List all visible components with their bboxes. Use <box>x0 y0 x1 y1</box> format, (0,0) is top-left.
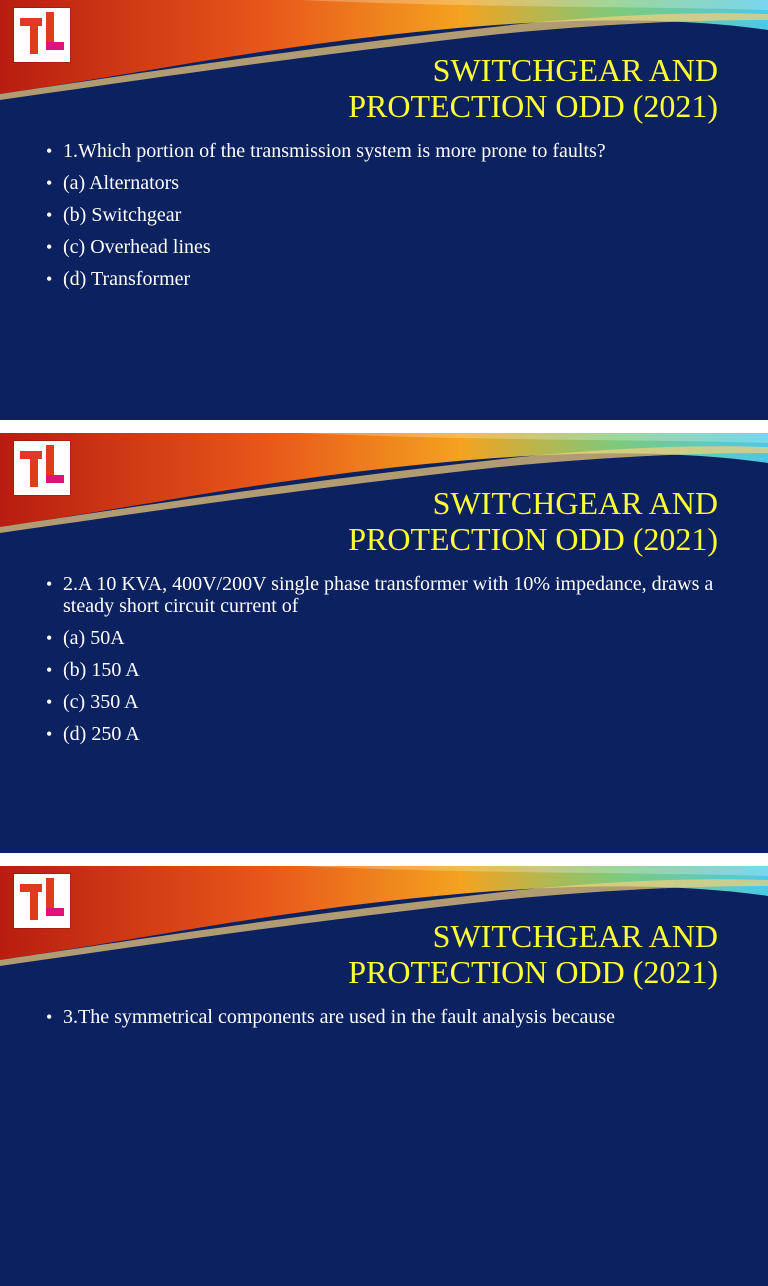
slide-2 <box>0 433 768 853</box>
bullet: • <box>46 660 53 680</box>
item-text: (d) Transformer <box>63 268 191 290</box>
item-text: (b) 150 A <box>63 659 140 681</box>
bullet: • <box>46 574 53 594</box>
brand-logo-icon <box>14 874 70 928</box>
bullet: • <box>46 173 53 193</box>
list-item <box>46 1006 736 1028</box>
brand-logo <box>14 441 70 495</box>
slide-content <box>46 1006 736 1038</box>
list-item <box>46 691 736 713</box>
item-text: 1.Which portion of the transmission system is more prone to faults? <box>63 140 606 162</box>
title-line-2: PROTECTION ODD (2021) <box>348 954 718 990</box>
list-item <box>46 236 736 258</box>
bullet: • <box>46 1007 53 1027</box>
item-text: 3.The symmetrical components are used in the fault analysis because <box>63 1006 616 1028</box>
title-line-2: PROTECTION ODD (2021) <box>348 88 718 124</box>
list-item <box>46 723 736 745</box>
item-text: (c) 350 A <box>63 691 139 713</box>
slide-3 <box>0 866 768 1286</box>
item-text: (b) Switchgear <box>63 204 182 226</box>
list-item <box>46 627 736 649</box>
bullet: • <box>46 205 53 225</box>
slide-1 <box>0 0 768 420</box>
slide-content <box>46 573 736 755</box>
list-item <box>46 659 736 681</box>
bullet: • <box>46 724 53 744</box>
bullet: • <box>46 628 53 648</box>
brand-logo-icon <box>14 8 70 62</box>
bullet: • <box>46 237 53 257</box>
bullet: • <box>46 692 53 712</box>
title-line-2: PROTECTION ODD (2021) <box>348 521 718 557</box>
item-text: 2.A 10 KVA, 400V/200V single phase transformer with 10% impedance, draws a steady short circuit current of <box>63 573 714 617</box>
list-item <box>46 204 736 226</box>
bullet: • <box>46 269 53 289</box>
list-item <box>46 140 736 162</box>
brand-logo-icon <box>14 441 70 495</box>
title-line-1: SWITCHGEAR AND <box>432 918 718 954</box>
list-item <box>46 573 736 617</box>
item-text: (a) 50A <box>63 627 125 649</box>
slide-title <box>238 485 718 557</box>
brand-logo <box>14 874 70 928</box>
bullet: • <box>46 141 53 161</box>
item-text: (a) Alternators <box>63 172 180 194</box>
item-text: (c) Overhead lines <box>63 236 211 258</box>
slide-title <box>238 918 718 990</box>
list-item <box>46 172 736 194</box>
slide-content <box>46 140 736 300</box>
list-item <box>46 268 736 290</box>
title-line-1: SWITCHGEAR AND <box>432 485 718 521</box>
item-text: (d) 250 A <box>63 723 140 745</box>
title-line-1: SWITCHGEAR AND <box>432 52 718 88</box>
slide-title <box>238 52 718 124</box>
brand-logo <box>14 8 70 62</box>
